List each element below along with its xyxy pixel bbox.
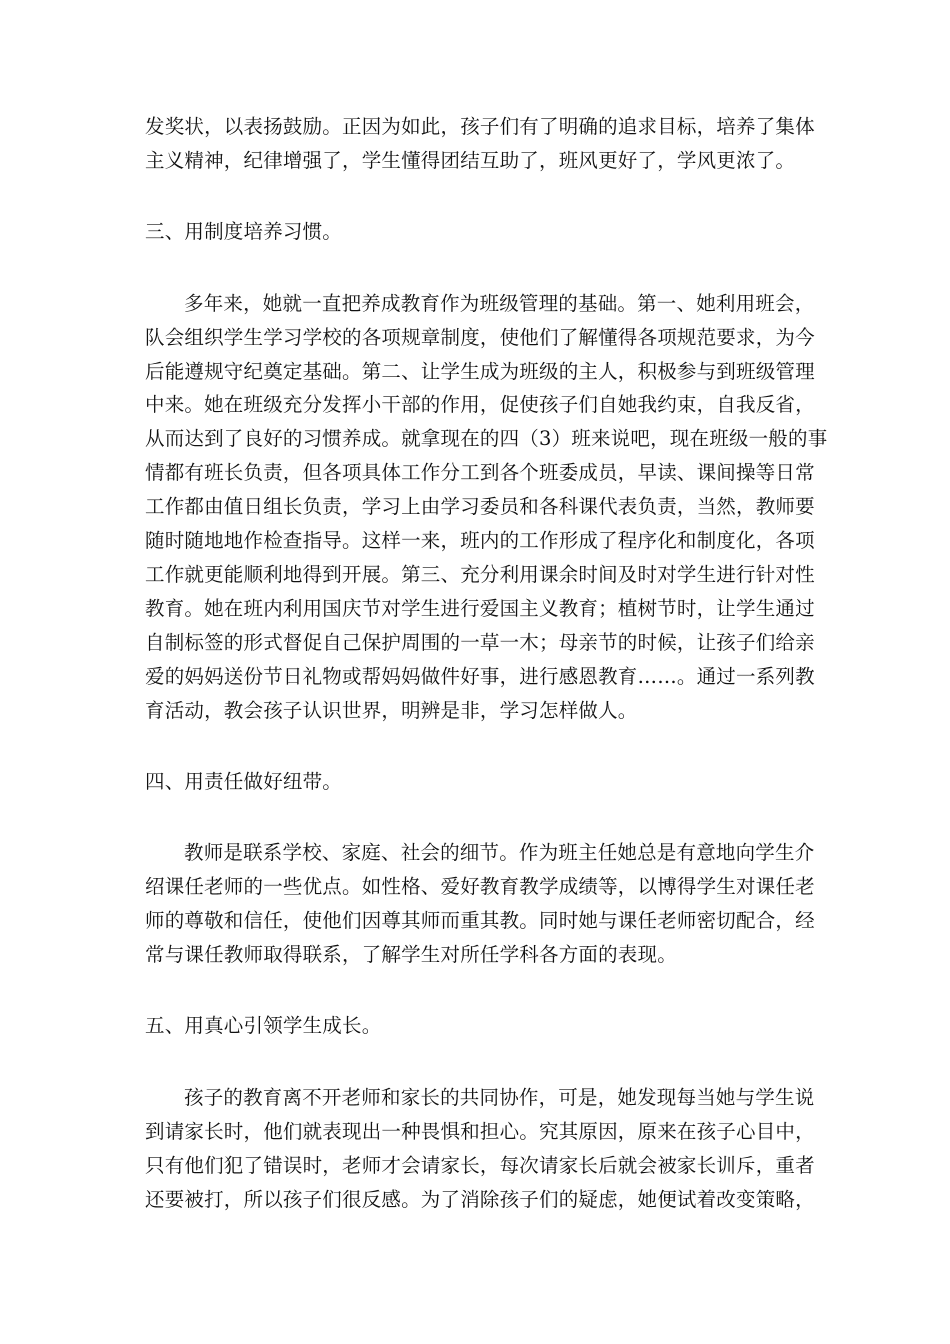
- text-line: 五、用真心引领学生成长。: [145, 1014, 382, 1038]
- text-line: 还要被打，所以孩子们很反感。为了消除孩子们的疑虑，她便试着改变策略，: [145, 1187, 815, 1211]
- text-line: 育活动，教会孩子认识世界，明辨是非，学习怎样做人。: [145, 698, 638, 722]
- text-line: 绍课任老师的一些优点。如性格、爱好教育教学成绩等，以博得学生对课任老: [145, 875, 815, 899]
- paragraph: [145, 1081, 815, 1217]
- text-line: 中来。她在班级充分发挥小干部的作用，促使孩子们自她我约束，自我反省，: [145, 393, 815, 417]
- text-line: 四、用责任做好纽带。: [145, 769, 343, 793]
- paragraph: [145, 110, 815, 178]
- text-line: 主义精神，纪律增强了，学生懂得团结互助了，班风更好了，学风更浓了。: [145, 148, 796, 172]
- paragraph: [145, 836, 815, 972]
- section-heading: [145, 1009, 810, 1043]
- text-line: 工作就更能顺利地得到开展。第三、充分利用课余时间及时对学生进行针对性: [145, 562, 815, 586]
- text-line: 随时随地地作检查指导。这样一来，班内的工作形成了程序化和制度化，各项: [145, 529, 815, 553]
- text-line: 情都有班长负责，但各项具体工作分工到各个班委成员，早读、课间操等日常: [145, 461, 815, 485]
- text-line: 教育。她在班内利用国庆节对学生进行爱国主义教育；植树节时，让学生通过: [145, 596, 815, 620]
- text-line: 只有他们犯了错误时，老师才会请家长，每次请家长后就会被家长训斥，重者: [145, 1153, 815, 1177]
- text-line: 队会组织学生学习学校的各项规章制度，使他们了解懂得各项规范要求，为今: [145, 325, 815, 349]
- text-line: 工作都由值日组长负责，学习上由学习委员和各科课代表负责，当然，教师要: [145, 495, 815, 519]
- text-line: 教师是联系学校、家庭、社会的细节。作为班主任她总是有意地向学生介: [184, 841, 815, 865]
- text-line: 自制标签的形式督促自己保护周围的一草一木；母亲节的时候，让孩子们给亲: [145, 630, 815, 654]
- text-line: 后能遵规守纪奠定基础。第二、让学生成为班级的主人，积极参与到班级管理: [145, 359, 815, 383]
- text-line: 常与课任教师取得联系，了解学生对所任学科各方面的表现。: [145, 943, 677, 967]
- paragraph: [145, 287, 828, 728]
- text-line: 从而达到了良好的习惯养成。就拿现在的四（3）班来说吧，现在班级一般的事: [145, 427, 828, 451]
- text-line: 多年来，她就一直把养成教育作为班级管理的基础。第一、她利用班会，: [184, 291, 815, 315]
- section-heading: [145, 215, 810, 249]
- section-heading: [145, 765, 810, 799]
- document-body: [145, 110, 828, 1254]
- text-line: 爱的妈妈送份节日礼物或帮妈妈做件好事，进行感恩教育……。通过一系列教: [145, 664, 815, 688]
- text-line: 师的尊敬和信任，使他们因尊其师而重其教。同时她与课任老师密切配合，经: [145, 909, 815, 933]
- text-line: 发奖状，以表扬鼓励。正因为如此，孩子们有了明确的追求目标，培养了集体: [145, 115, 815, 138]
- text-line: 三、用制度培养习惯。: [145, 219, 343, 243]
- text-line: 孩子的教育离不开老师和家长的共同协作，可是，她发现每当她与学生说: [184, 1085, 815, 1109]
- text-line: 到请家长时，他们就表现出一种畏惧和担心。究其原因，原来在孩子心目中，: [145, 1119, 815, 1143]
